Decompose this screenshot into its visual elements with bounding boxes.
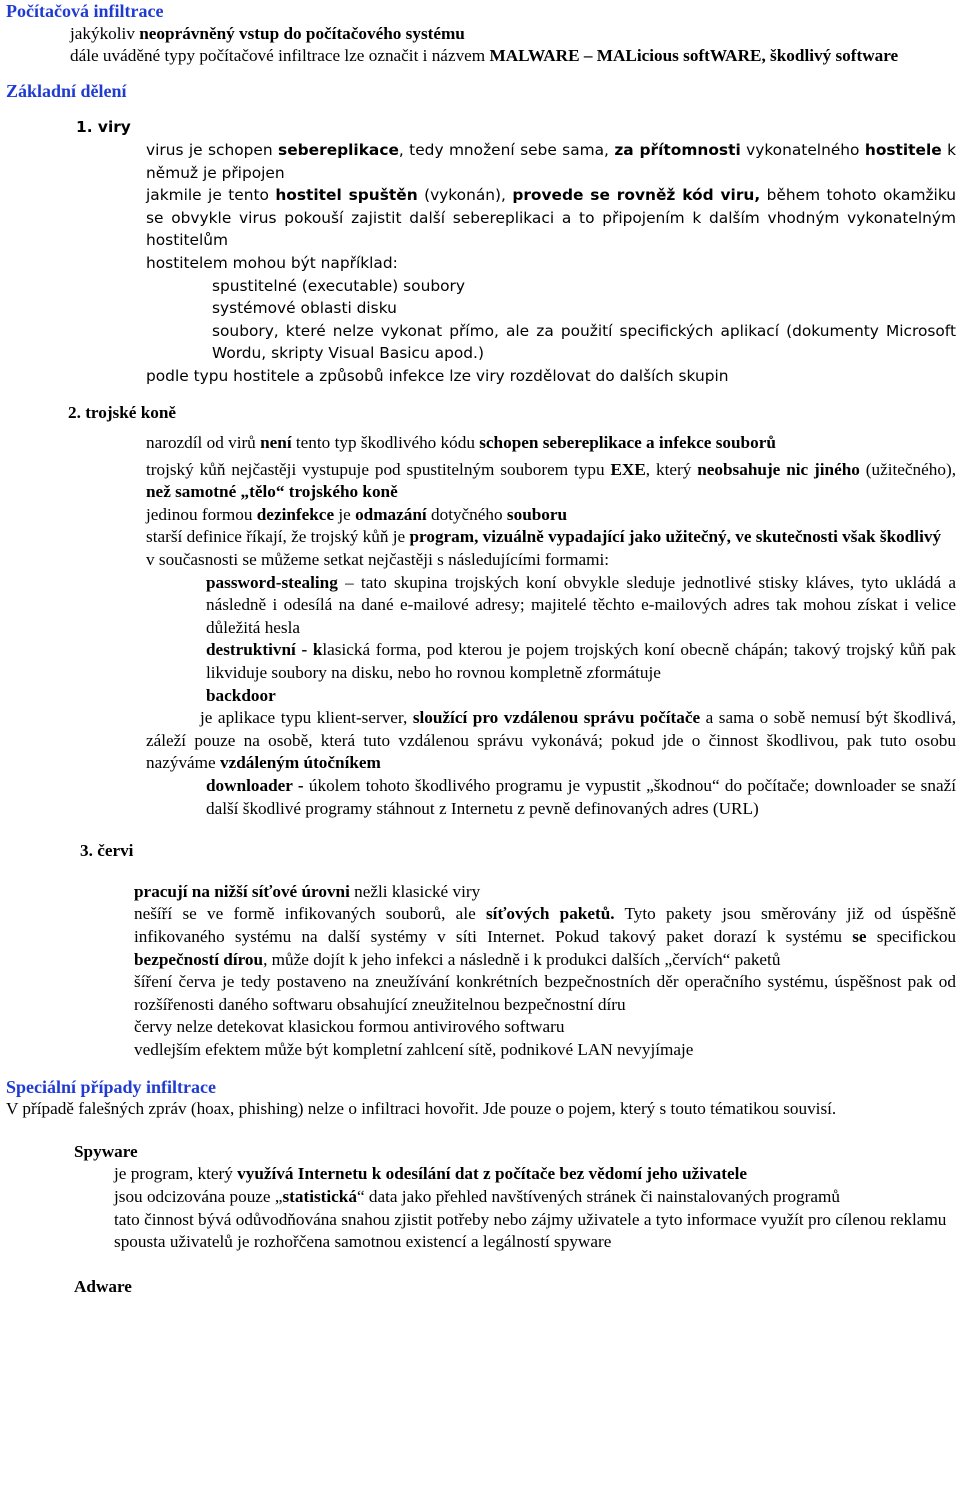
v1-part-6: k němuž je připojen xyxy=(146,140,957,182)
t2-part-0: trojský kůň nejčastěji vystupuje pod spustitelným souborem typu xyxy=(146,459,611,479)
trojan-label: 2. trojské koně xyxy=(68,402,177,422)
t3-part-0: jedinou formou xyxy=(146,504,257,524)
v2-part-0: jakmile je tento xyxy=(146,186,276,205)
t1-part-3: schopen sebereplikace a infekce souborů xyxy=(479,433,776,453)
trojan-form-1 xyxy=(6,572,956,640)
v1-part-5: hostitele xyxy=(864,140,942,159)
trojan-form-3 xyxy=(6,685,956,708)
viruses-label: 1. viry xyxy=(76,118,131,137)
t2-part-4: (užitečného), xyxy=(859,459,956,479)
w5-part-0: vedlejším efektem může být kompletní zahlcení sítě, podnikové LAN nevyjímaje xyxy=(134,1039,694,1059)
v1-part-2: , tedy množení sebe sama, xyxy=(398,140,615,159)
trojan-item-5 xyxy=(6,549,956,572)
host-item-1: spustitelné (executable) soubory xyxy=(6,275,956,298)
f4-part-1: úkolem tohoto škodlivého programu je vypustit „škodnou“ do počítače; downloader se snaží další škodlivé programy stáhnout z Internetu z pevně definovaných adres (URL) xyxy=(206,776,956,818)
spyware-item-4 xyxy=(6,1231,956,1254)
v3-part-0: hostitelem mohou být například: xyxy=(146,253,398,272)
t1-part-2: tento typ škodlivého kódu xyxy=(291,433,480,453)
trojan-item-4 xyxy=(6,526,956,549)
intro-list xyxy=(6,23,956,68)
spyware-heading xyxy=(6,1141,956,1164)
downloader-list xyxy=(6,775,956,820)
adware-heading xyxy=(6,1276,956,1299)
t3-part-1: dezinfekce xyxy=(256,504,335,524)
viruses-list xyxy=(6,139,956,388)
w4-part-0: červy nelze detekovat klasickou formou antivirového softwaru xyxy=(134,1017,565,1037)
s4-part-0: spousta uživatelů je rozhořčena samotnou existencí a legálností spyware xyxy=(114,1232,612,1252)
v1-part-1: sebereplikace xyxy=(278,140,399,159)
w2-part-3: se xyxy=(852,926,867,946)
trojan-list xyxy=(6,432,956,707)
t2-part-1: EXE xyxy=(610,459,646,479)
intro-item-2-bold: MALWARE – MALicious softWARE, škodlivý software xyxy=(489,46,899,66)
t2-part-2: , který xyxy=(645,459,698,479)
virus-item-1 xyxy=(6,139,956,184)
w2-part-0: nešíří se ve formě infikovaných souborů, ale xyxy=(134,904,486,924)
v1-part-3: za přítomnosti xyxy=(614,140,741,159)
trojan-item-2 xyxy=(6,459,956,504)
w2-part-4: specifickou xyxy=(866,926,957,946)
spyware-item-3 xyxy=(6,1209,956,1232)
trojan-item-1 xyxy=(6,432,956,455)
worm-item-5 xyxy=(6,1039,956,1062)
special-cases-paragraph: V případě falešných zpráv (hoax, phishing) nelze o infiltraci hovořit. Jde pouze o pojem, který s touto tématikou souvisí. xyxy=(6,1099,837,1119)
backdoor-bold-2: vzdáleným útočníkem xyxy=(219,753,381,773)
intro-item-2-text: dále uváděné typy počítačové infiltrace lze označit i názvem xyxy=(70,46,490,66)
t3-part-2: je xyxy=(334,504,356,524)
backdoor-description xyxy=(6,707,956,775)
intro-item-1-bold: neoprávněný vstup do počítačového systému xyxy=(139,23,465,43)
backdoor-text-2: a sama o sobě nemusí být škodlivá, záleží pouze na osobě, která tuto vzdálenou správu vykonává; pokud jde o činnost škodlivou, pak tuto osobu nazýváme xyxy=(146,708,956,773)
intro-item-2 xyxy=(6,45,956,68)
t3-part-4: dotyčného xyxy=(426,504,507,524)
t1-part-1: není xyxy=(260,433,292,453)
intro-item-1 xyxy=(6,23,956,46)
spyware-label: Spyware xyxy=(74,1141,138,1161)
host-item-2: systémové oblasti disku xyxy=(6,297,956,320)
v2-part-3: provede se rovněž kód viru, xyxy=(512,186,761,205)
backdoor-bold-1: sloužící pro vzdálenou správu počítače xyxy=(412,708,701,728)
s3-part-0: tato činnost bývá odůvodňována snahou zjistit potřeby nebo zájmy uživatele a tyto informace využít pro cílenou reklamu xyxy=(114,1209,947,1229)
t2-part-3: neobsahuje nic jiného xyxy=(697,459,860,479)
v2-part-1: hostitel spuštěn xyxy=(275,186,418,205)
worm-item-2 xyxy=(6,903,956,971)
s2-part-0: jsou odcizována pouze „ xyxy=(114,1186,283,1206)
trojan-form-2 xyxy=(6,639,956,684)
virus-item-3 xyxy=(6,252,956,275)
w2-part-6: , může dojít k jeho infekci a následně i k produkci dalších „červích“ paketů xyxy=(263,949,781,969)
t2-part-5: než samotné „tělo“ trojského koně xyxy=(146,482,398,502)
t4-part-1: program, vizuálně vypadající jako užitečný, ve skutečnosti však škodlivý xyxy=(409,527,942,547)
f2-part-1: lasická forma, pod kterou je pojem trojských koní obecně chápán; takový trojský kůň pak likviduje soubory na disku, nebo ho rovnou kompletně zformátuje xyxy=(206,640,956,683)
v1-part-0: virus je schopen xyxy=(146,140,279,159)
worm-item-3 xyxy=(6,971,956,1016)
worm-item-1 xyxy=(6,881,956,904)
trojan-item-3 xyxy=(6,504,956,527)
trojan-form-4 xyxy=(6,775,956,820)
f1-part-0: password-stealing xyxy=(206,572,338,592)
w2-part-2: Tyto pakety jsou směrovány již od úspěšně infikovaného systému na další systémy v síti Internet. Pokud takový paket dorazí k systému xyxy=(134,904,956,946)
s2-part-2: “ data jako přehled navštívených stránek či nainstalovaných programů xyxy=(356,1186,840,1206)
adware-label: Adware xyxy=(74,1276,132,1296)
f3-part-0: backdoor xyxy=(206,685,276,705)
t3-part-5: souboru xyxy=(506,504,568,524)
w1-part-0: pracují na nižší síťové úrovni xyxy=(134,881,350,901)
virus-item-4: podle typu hostitele a způsobů infekce lze viry rozdělovat do dalších skupin xyxy=(6,365,956,388)
s1-part-0: je program, který xyxy=(114,1164,238,1184)
f2-part-0: destruktivní - k xyxy=(206,640,323,660)
heading-special-cases: Speciální případy infiltrace xyxy=(6,1076,217,1097)
spyware-item-1 xyxy=(6,1163,956,1186)
w3-part-0: šíření červa je tedy postaveno na zneužívání konkrétních bezpečnostních děr operačního systému, úspěšnost pak od rozšířenosti daného softwaru obsahující zneužitelnou bezpečnostní díru xyxy=(134,972,956,1014)
w2-part-5: bezpečností dírou xyxy=(134,949,264,969)
spyware-item-2 xyxy=(6,1186,956,1209)
adware-block xyxy=(6,1276,956,1299)
v1-part-4: vykonatelného xyxy=(740,140,865,159)
t1-part-0: narozdíl od virů xyxy=(146,433,261,453)
heading-basic-division: Základní dělení xyxy=(6,80,127,101)
w2-part-1: síťových paketů. xyxy=(485,904,615,924)
t4-part-0: starší definice říkají, že trojský kůň je xyxy=(146,527,410,547)
t5-part-0: v současnosti se můžeme setkat nejčastěji s následujícími formami: xyxy=(146,550,609,570)
heading-computer-infiltration: Počítačová infiltrace xyxy=(6,1,164,21)
f1-part-1: – tato skupina trojských koní obvykle sleduje jednotlivé stisky kláves, tyto ukládá a následně i odesílá na dané e-mailové adresy; majitelé těchto e-mailových adres tak mohou získat i velice důležitá hesla xyxy=(206,572,956,637)
v2-part-4: během tohoto okamžiku se obvykle virus pokouší zajistit další sebereplikaci a to připojením k dalším vhodným vykonatelným hostitelům xyxy=(146,186,957,250)
backdoor-text-1: je aplikace typu klient-server, xyxy=(200,708,413,728)
f4-part-0: downloader - xyxy=(206,776,304,795)
t3-part-3: odmazání xyxy=(355,504,427,524)
v2-part-2: (vykonán), xyxy=(417,186,513,205)
worms-list xyxy=(6,881,956,1062)
virus-item-2 xyxy=(6,184,956,252)
worm-item-4 xyxy=(6,1016,956,1039)
w1-part-1: nežli klasické viry xyxy=(349,881,481,901)
host-item-3: soubory, které nelze vykonat přímo, ale za použití specifických aplikací (dokumenty Microsoft Wordu, skripty Visual Basicu apod.) xyxy=(6,320,956,365)
worms-label: 3. červi xyxy=(80,841,134,861)
s1-part-1: využívá Internetu k odesílání dat z počítače bez vědomí jeho uživatele xyxy=(237,1164,747,1184)
spyware-block xyxy=(6,1141,956,1254)
intro-item-1-text: jakýkoliv xyxy=(70,23,140,43)
s2-part-1: statistická xyxy=(282,1186,357,1206)
